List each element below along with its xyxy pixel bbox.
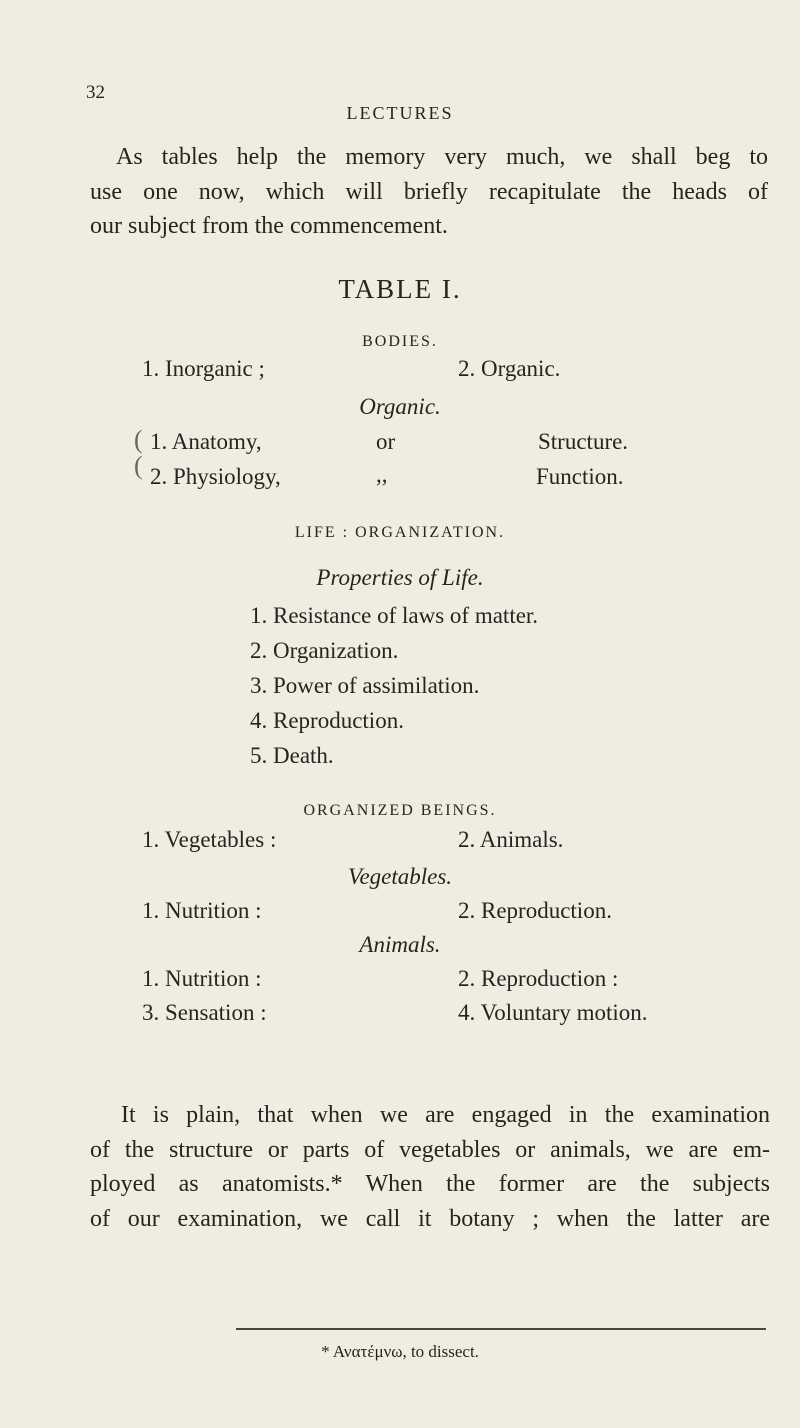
bodies-heading: BODIES.: [362, 333, 438, 350]
animals-row1-right: 2. Reproduction :: [458, 966, 619, 991]
properties-heading: Properties of Life.: [316, 565, 484, 590]
bodies-right: 2. Organic.: [458, 356, 561, 381]
organic-row-right: Structure.: [538, 429, 629, 454]
property-item: 5. Death.: [250, 743, 334, 768]
brace-upper: (: [134, 425, 143, 454]
body-line: ployed as anatomists.* When the former are the subjects: [90, 1171, 770, 1197]
table-title: TABLE I.: [338, 274, 462, 304]
vegetables-heading: Vegetables.: [347, 864, 453, 889]
body-line: of the structure or parts of vegetables or animals, we are em-: [90, 1136, 770, 1163]
property-item: 1. Resistance of laws of matter.: [250, 603, 539, 628]
body-line: It is plain, that when we are engaged in the examination: [121, 1102, 770, 1128]
organized-heading: ORGANIZED BEINGS.: [303, 802, 497, 819]
life-heading: LIFE : ORGANIZATION.: [294, 524, 506, 541]
brace-lower: (: [134, 451, 143, 480]
organized-right: 2. Animals.: [458, 827, 564, 852]
property-item: 3. Power of assimilation.: [250, 673, 480, 698]
bodies-left: 1. Inorganic ;: [142, 356, 265, 381]
animals-row2-right: 4. Voluntary motion.: [458, 1000, 648, 1025]
organic-row-mid: or: [376, 429, 396, 454]
animals-heading: Animals.: [359, 932, 441, 957]
organic-row-left: 2. Physiology,: [150, 464, 281, 489]
intro-line: our subject from the commencement.: [90, 213, 448, 239]
animals-row2-left: 3. Sensation :: [142, 1000, 267, 1025]
intro-line: As tables help the memory very much, we shall beg to: [116, 144, 768, 170]
intro-paragraph: [90, 140, 768, 244]
organic-heading: Organic.: [359, 394, 441, 419]
body-paragraph: [90, 1098, 770, 1236]
animals-row1-left: 1. Nutrition :: [142, 966, 262, 991]
intro-line: use one now, which will briefly recapitulate the heads of: [90, 178, 768, 205]
body-line: of our examination, we call it botany ; when the latter are: [90, 1205, 770, 1232]
page-number: 32: [86, 82, 105, 103]
organized-left: 1. Vegetables :: [142, 827, 277, 852]
organic-row-mid: ,,: [376, 462, 388, 487]
vegetables-left: 1. Nutrition :: [142, 898, 262, 923]
footnote-rule: [236, 1328, 766, 1330]
organic-row-left: 1. Anatomy,: [150, 429, 262, 454]
organic-row-right: Function.: [536, 464, 624, 489]
footnote: * Ανατέμνω, to dissect.: [321, 1342, 479, 1361]
vegetables-right: 2. Reproduction.: [458, 898, 612, 923]
property-item: 4. Reproduction.: [250, 708, 404, 733]
running-title: LECTURES: [346, 103, 454, 123]
property-item: 2. Organization.: [250, 638, 399, 663]
